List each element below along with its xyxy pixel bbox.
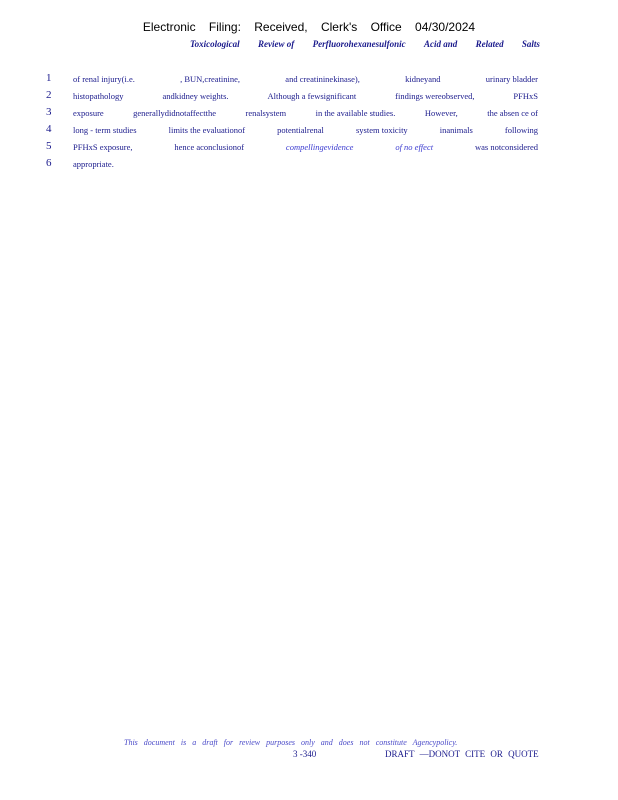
- text-segment: limits the evaluationof: [168, 125, 246, 135]
- line-number: 1: [46, 72, 52, 84]
- draft-label: DRAFT —DONOT CITE OR QUOTE: [385, 749, 539, 759]
- text-segment: However,: [424, 108, 458, 118]
- text-segment: of renal injury(i.e.: [73, 74, 135, 84]
- text-segment: generallydidnotaffectthe: [133, 108, 217, 118]
- text-segment: histopathology: [73, 91, 124, 101]
- line-number: 5: [46, 140, 52, 152]
- running-title-word: Salts: [521, 39, 540, 49]
- text-segment: long - term studies: [73, 125, 137, 135]
- text-segment: renalsystem: [245, 108, 287, 118]
- emphasized-phrase: of no effect: [395, 142, 434, 152]
- text-segment: PFHxS: [513, 91, 538, 101]
- page-number: 3 -340: [293, 749, 317, 759]
- line-number: 3: [46, 106, 52, 118]
- line-number: 4: [46, 123, 52, 135]
- line-text: [73, 142, 538, 152]
- text-segment: hence aconclusionof: [174, 142, 245, 152]
- running-title-word: Toxicological: [190, 39, 240, 49]
- text-segment: the absen ce of: [487, 108, 538, 118]
- text-segment: exposure: [73, 108, 104, 118]
- text-line: [0, 72, 618, 89]
- text-segment: and creatininekinase),: [285, 74, 360, 84]
- text-line: [0, 140, 618, 157]
- running-title: [190, 39, 540, 49]
- text-segment: PFHxS exposure,: [73, 142, 133, 152]
- line-number: 6: [46, 157, 52, 169]
- line-text: [73, 74, 538, 84]
- text-segment: , BUN,creatinine,: [180, 74, 241, 84]
- running-title-word: Acid and: [423, 39, 458, 49]
- text-segment: kidneyand: [405, 74, 441, 84]
- draft-disclaimer: This document is a draft for review purposes only and does not constitute Agencypolicy.: [124, 738, 458, 747]
- text-line: [0, 123, 618, 140]
- emphasized-phrase: compellingevidence: [285, 142, 354, 152]
- text-segment: urinary bladder: [485, 74, 538, 84]
- line-text: [73, 108, 538, 118]
- text-segment: following: [504, 125, 538, 135]
- text-segment: potentialrenal: [277, 125, 324, 135]
- line-text: [73, 125, 538, 135]
- line-text: [73, 159, 538, 169]
- line-text: [73, 91, 538, 101]
- text-segment: was notconsidered: [474, 142, 538, 152]
- text-segment: findings wereobserved,: [395, 91, 475, 101]
- text-segment: appropriate.: [73, 159, 114, 169]
- text-segment: inanimals: [439, 125, 473, 135]
- text-segment: andkidney weights.: [162, 91, 229, 101]
- body-text: [0, 72, 618, 174]
- text-line: [0, 106, 618, 123]
- text-segment: Although a fewsignificant: [267, 91, 357, 101]
- running-title-word: Perfluorohexanesulfonic: [312, 39, 406, 49]
- text-line: [0, 157, 618, 174]
- text-segment: in the available studies.: [315, 108, 396, 118]
- line-number: 2: [46, 89, 52, 101]
- text-line: [0, 89, 618, 106]
- running-title-word: Related: [475, 39, 504, 49]
- text-segment: system toxicity: [355, 125, 408, 135]
- running-title-word: Review of: [258, 39, 295, 49]
- filing-stamp: Electronic Filing: Received, Clerk's Office 04/30/2024: [142, 20, 476, 34]
